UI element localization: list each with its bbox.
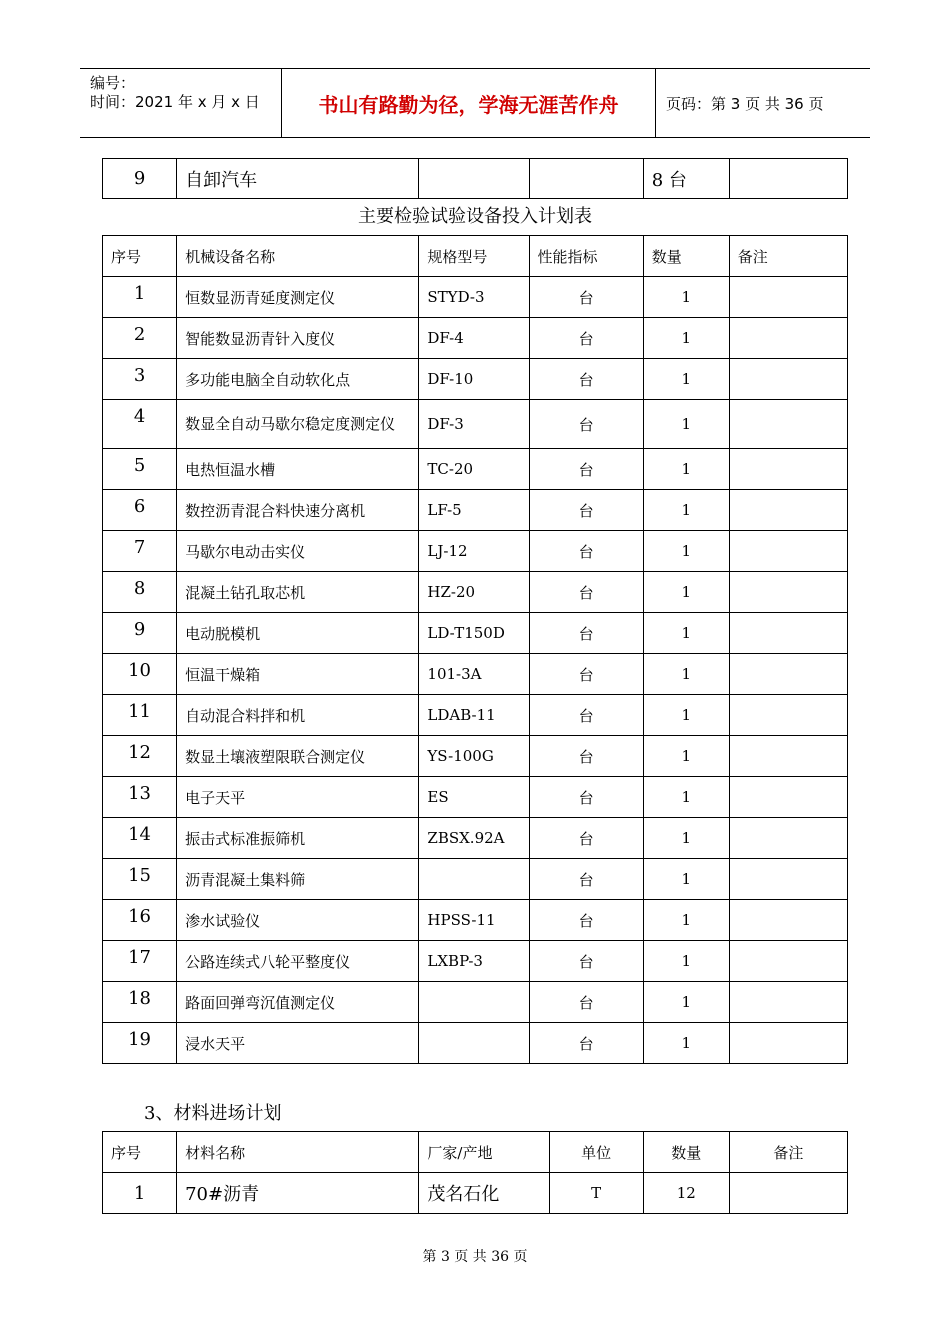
table-row (103, 449, 848, 490)
cell-spec (419, 982, 529, 1023)
cell-index: 5 (103, 449, 177, 490)
cell-name: 路面回弹弯沉值测定仪 (177, 982, 419, 1023)
cell-spec: ZBSX.92A (419, 818, 529, 859)
cell-index: 3 (103, 359, 177, 400)
cell-perf: 台 (529, 859, 643, 900)
cell-qty: 8 台 (643, 159, 729, 199)
cell-note (729, 400, 847, 449)
col-header: 材料名称 (177, 1132, 419, 1173)
cell-spec: 茂名石化 (419, 1173, 549, 1214)
cell-index: 18 (103, 982, 177, 1023)
cell-spec: LJ-12 (419, 531, 529, 572)
time-label: 时间：2021 年 x 月 x 日 (90, 93, 260, 111)
cell-spec (419, 859, 529, 900)
table-row (103, 400, 848, 449)
cell-spec (419, 159, 529, 199)
cell-qty: 12 (643, 1173, 729, 1214)
cell-qty: 1 (643, 490, 729, 531)
cell-qty: 1 (643, 318, 729, 359)
cell-note (729, 613, 847, 654)
cell-name: 浸水天平 (177, 1023, 419, 1064)
cell-perf: 台 (529, 818, 643, 859)
cell-index: 19 (103, 1023, 177, 1064)
cell-qty: 1 (643, 277, 729, 318)
col-header: 序号 (103, 236, 177, 277)
page-footer: 第 3 页 共 36 页 (422, 1249, 528, 1265)
cell-index: 11 (103, 695, 177, 736)
table-row (103, 159, 848, 199)
cell-spec: STYD-3 (419, 277, 529, 318)
cell-name: 公路连续式八轮平整度仪 (177, 941, 419, 982)
cell-index: 14 (103, 818, 177, 859)
col-header: 厂家/产地 (419, 1132, 549, 1173)
cell-note (729, 859, 847, 900)
cell-perf: 台 (529, 572, 643, 613)
cell-note (729, 359, 847, 400)
cell-qty: 1 (643, 400, 729, 449)
table-row (103, 736, 848, 777)
table-row (103, 777, 848, 818)
col-header: 备注 (729, 1132, 847, 1173)
cell-name: 电子天平 (177, 777, 419, 818)
cell-note (729, 318, 847, 359)
cell-perf: 台 (529, 277, 643, 318)
material-section-title: 3、材料进场计划 (144, 1103, 282, 1124)
cell-spec: DF-10 (419, 359, 529, 400)
cell-name: 70#沥青 (177, 1173, 419, 1214)
cell-name: 混凝土钻孔取芯机 (177, 572, 419, 613)
cell-name: 振击式标准振筛机 (177, 818, 419, 859)
cell-note (729, 900, 847, 941)
cell-index: 6 (103, 490, 177, 531)
cell-qty: 1 (643, 777, 729, 818)
table-row (103, 613, 848, 654)
cell-spec: TC-20 (419, 449, 529, 490)
table-row (103, 1173, 848, 1214)
cell-spec: DF-3 (419, 400, 529, 449)
table-row (103, 818, 848, 859)
page-header (80, 68, 870, 138)
col-header: 性能指标 (529, 236, 643, 277)
cell-name: 电动脱模机 (177, 613, 419, 654)
cell-qty: 1 (643, 695, 729, 736)
table-row (103, 654, 848, 695)
cell-perf (529, 159, 643, 199)
top-table (102, 158, 848, 199)
cell-name: 马歇尔电动击实仪 (177, 531, 419, 572)
cell-name: 多功能电脑全自动软化点 (177, 359, 419, 400)
cell-name: 渗水试验仪 (177, 900, 419, 941)
table-row (103, 531, 848, 572)
table-row (103, 359, 848, 400)
cell-note (729, 277, 847, 318)
table-row (103, 277, 848, 318)
table-row (103, 859, 848, 900)
cell-name: 数显全自动马歇尔稳定度测定仪 (177, 400, 419, 449)
table-row (103, 982, 848, 1023)
table-row (103, 318, 848, 359)
cell-perf: 台 (529, 531, 643, 572)
cell-note (729, 531, 847, 572)
col-header: 数量 (643, 236, 729, 277)
col-header: 机械设备名称 (177, 236, 419, 277)
table-header-row (103, 236, 848, 277)
cell-perf: 台 (529, 1023, 643, 1064)
cell-name: 恒数显沥青延度测定仪 (177, 277, 419, 318)
cell-note (729, 777, 847, 818)
cell-perf: 台 (529, 736, 643, 777)
col-header: 序号 (103, 1132, 177, 1173)
cell-note (729, 490, 847, 531)
header-motto: 书山有路勤为径，学海无涯苦作舟 (281, 69, 656, 137)
number-label: 编号： (90, 74, 136, 92)
cell-spec (419, 1023, 529, 1064)
cell-qty: 1 (643, 1023, 729, 1064)
equipment-table-caption: 主要检验试验设备投入计划表 (358, 206, 592, 227)
cell-perf: 台 (529, 654, 643, 695)
cell-index: 10 (103, 654, 177, 695)
cell-perf: 台 (529, 695, 643, 736)
cell-index: 7 (103, 531, 177, 572)
cell-index: 1 (103, 1173, 177, 1214)
cell-note (729, 1173, 847, 1214)
cell-index: 9 (103, 159, 177, 199)
cell-perf: 台 (529, 359, 643, 400)
header-meta (80, 69, 280, 137)
cell-qty: 1 (643, 613, 729, 654)
cell-index: 12 (103, 736, 177, 777)
cell-name: 智能数显沥青针入度仪 (177, 318, 419, 359)
table-header-row (103, 1132, 848, 1173)
cell-perf: 台 (529, 449, 643, 490)
cell-spec: LDAB-11 (419, 695, 529, 736)
cell-spec: LD-T150D (419, 613, 529, 654)
cell-spec: LF-5 (419, 490, 529, 531)
cell-name: 恒温干燥箱 (177, 654, 419, 695)
cell-perf: T (549, 1173, 643, 1214)
table-row (103, 1023, 848, 1064)
cell-qty: 1 (643, 359, 729, 400)
cell-spec: LXBP-3 (419, 941, 529, 982)
cell-perf: 台 (529, 318, 643, 359)
material-table (102, 1131, 848, 1214)
cell-qty: 1 (643, 982, 729, 1023)
cell-note (729, 1023, 847, 1064)
cell-name: 自动混合料拌和机 (177, 695, 419, 736)
cell-name: 电热恒温水槽 (177, 449, 419, 490)
col-header: 规格型号 (419, 236, 529, 277)
cell-note (729, 695, 847, 736)
equipment-table (102, 235, 848, 1064)
cell-index: 4 (103, 400, 177, 449)
table-row (103, 941, 848, 982)
table-row (103, 900, 848, 941)
cell-perf: 台 (529, 613, 643, 654)
cell-index: 17 (103, 941, 177, 982)
cell-perf: 台 (529, 900, 643, 941)
cell-spec: HZ-20 (419, 572, 529, 613)
cell-spec: YS-100G (419, 736, 529, 777)
cell-note (729, 982, 847, 1023)
cell-index: 8 (103, 572, 177, 613)
cell-name: 沥青混凝土集料筛 (177, 859, 419, 900)
cell-note (729, 654, 847, 695)
cell-index: 16 (103, 900, 177, 941)
col-header: 备注 (729, 236, 847, 277)
cell-qty: 1 (643, 941, 729, 982)
cell-qty: 1 (643, 900, 729, 941)
cell-perf: 台 (529, 941, 643, 982)
cell-qty: 1 (643, 859, 729, 900)
table-row (103, 490, 848, 531)
cell-qty: 1 (643, 449, 729, 490)
cell-perf: 台 (529, 777, 643, 818)
cell-spec: DF-4 (419, 318, 529, 359)
cell-spec: HPSS-11 (419, 900, 529, 941)
cell-note (729, 941, 847, 982)
cell-note (729, 572, 847, 613)
cell-index: 13 (103, 777, 177, 818)
cell-name: 自卸汽车 (177, 159, 419, 199)
cell-spec: ES (419, 777, 529, 818)
cell-index: 15 (103, 859, 177, 900)
cell-qty: 1 (643, 572, 729, 613)
cell-qty: 1 (643, 531, 729, 572)
cell-qty: 1 (643, 818, 729, 859)
col-header: 数量 (643, 1132, 729, 1173)
cell-qty: 1 (643, 736, 729, 777)
cell-perf: 台 (529, 982, 643, 1023)
cell-index: 9 (103, 613, 177, 654)
cell-index: 2 (103, 318, 177, 359)
cell-note (729, 159, 847, 199)
cell-note (729, 818, 847, 859)
cell-name: 数控沥青混合料快速分离机 (177, 490, 419, 531)
cell-qty: 1 (643, 654, 729, 695)
cell-perf: 台 (529, 400, 643, 449)
table-row (103, 572, 848, 613)
cell-index: 1 (103, 277, 177, 318)
col-header: 单位 (549, 1132, 643, 1173)
cell-note (729, 449, 847, 490)
cell-note (729, 736, 847, 777)
cell-name: 数显土壤液塑限联合测定仪 (177, 736, 419, 777)
cell-perf: 台 (529, 490, 643, 531)
cell-spec: 101-3A (419, 654, 529, 695)
header-page-info: 页码：第 3 页 共 36 页 (666, 94, 824, 113)
table-row (103, 695, 848, 736)
